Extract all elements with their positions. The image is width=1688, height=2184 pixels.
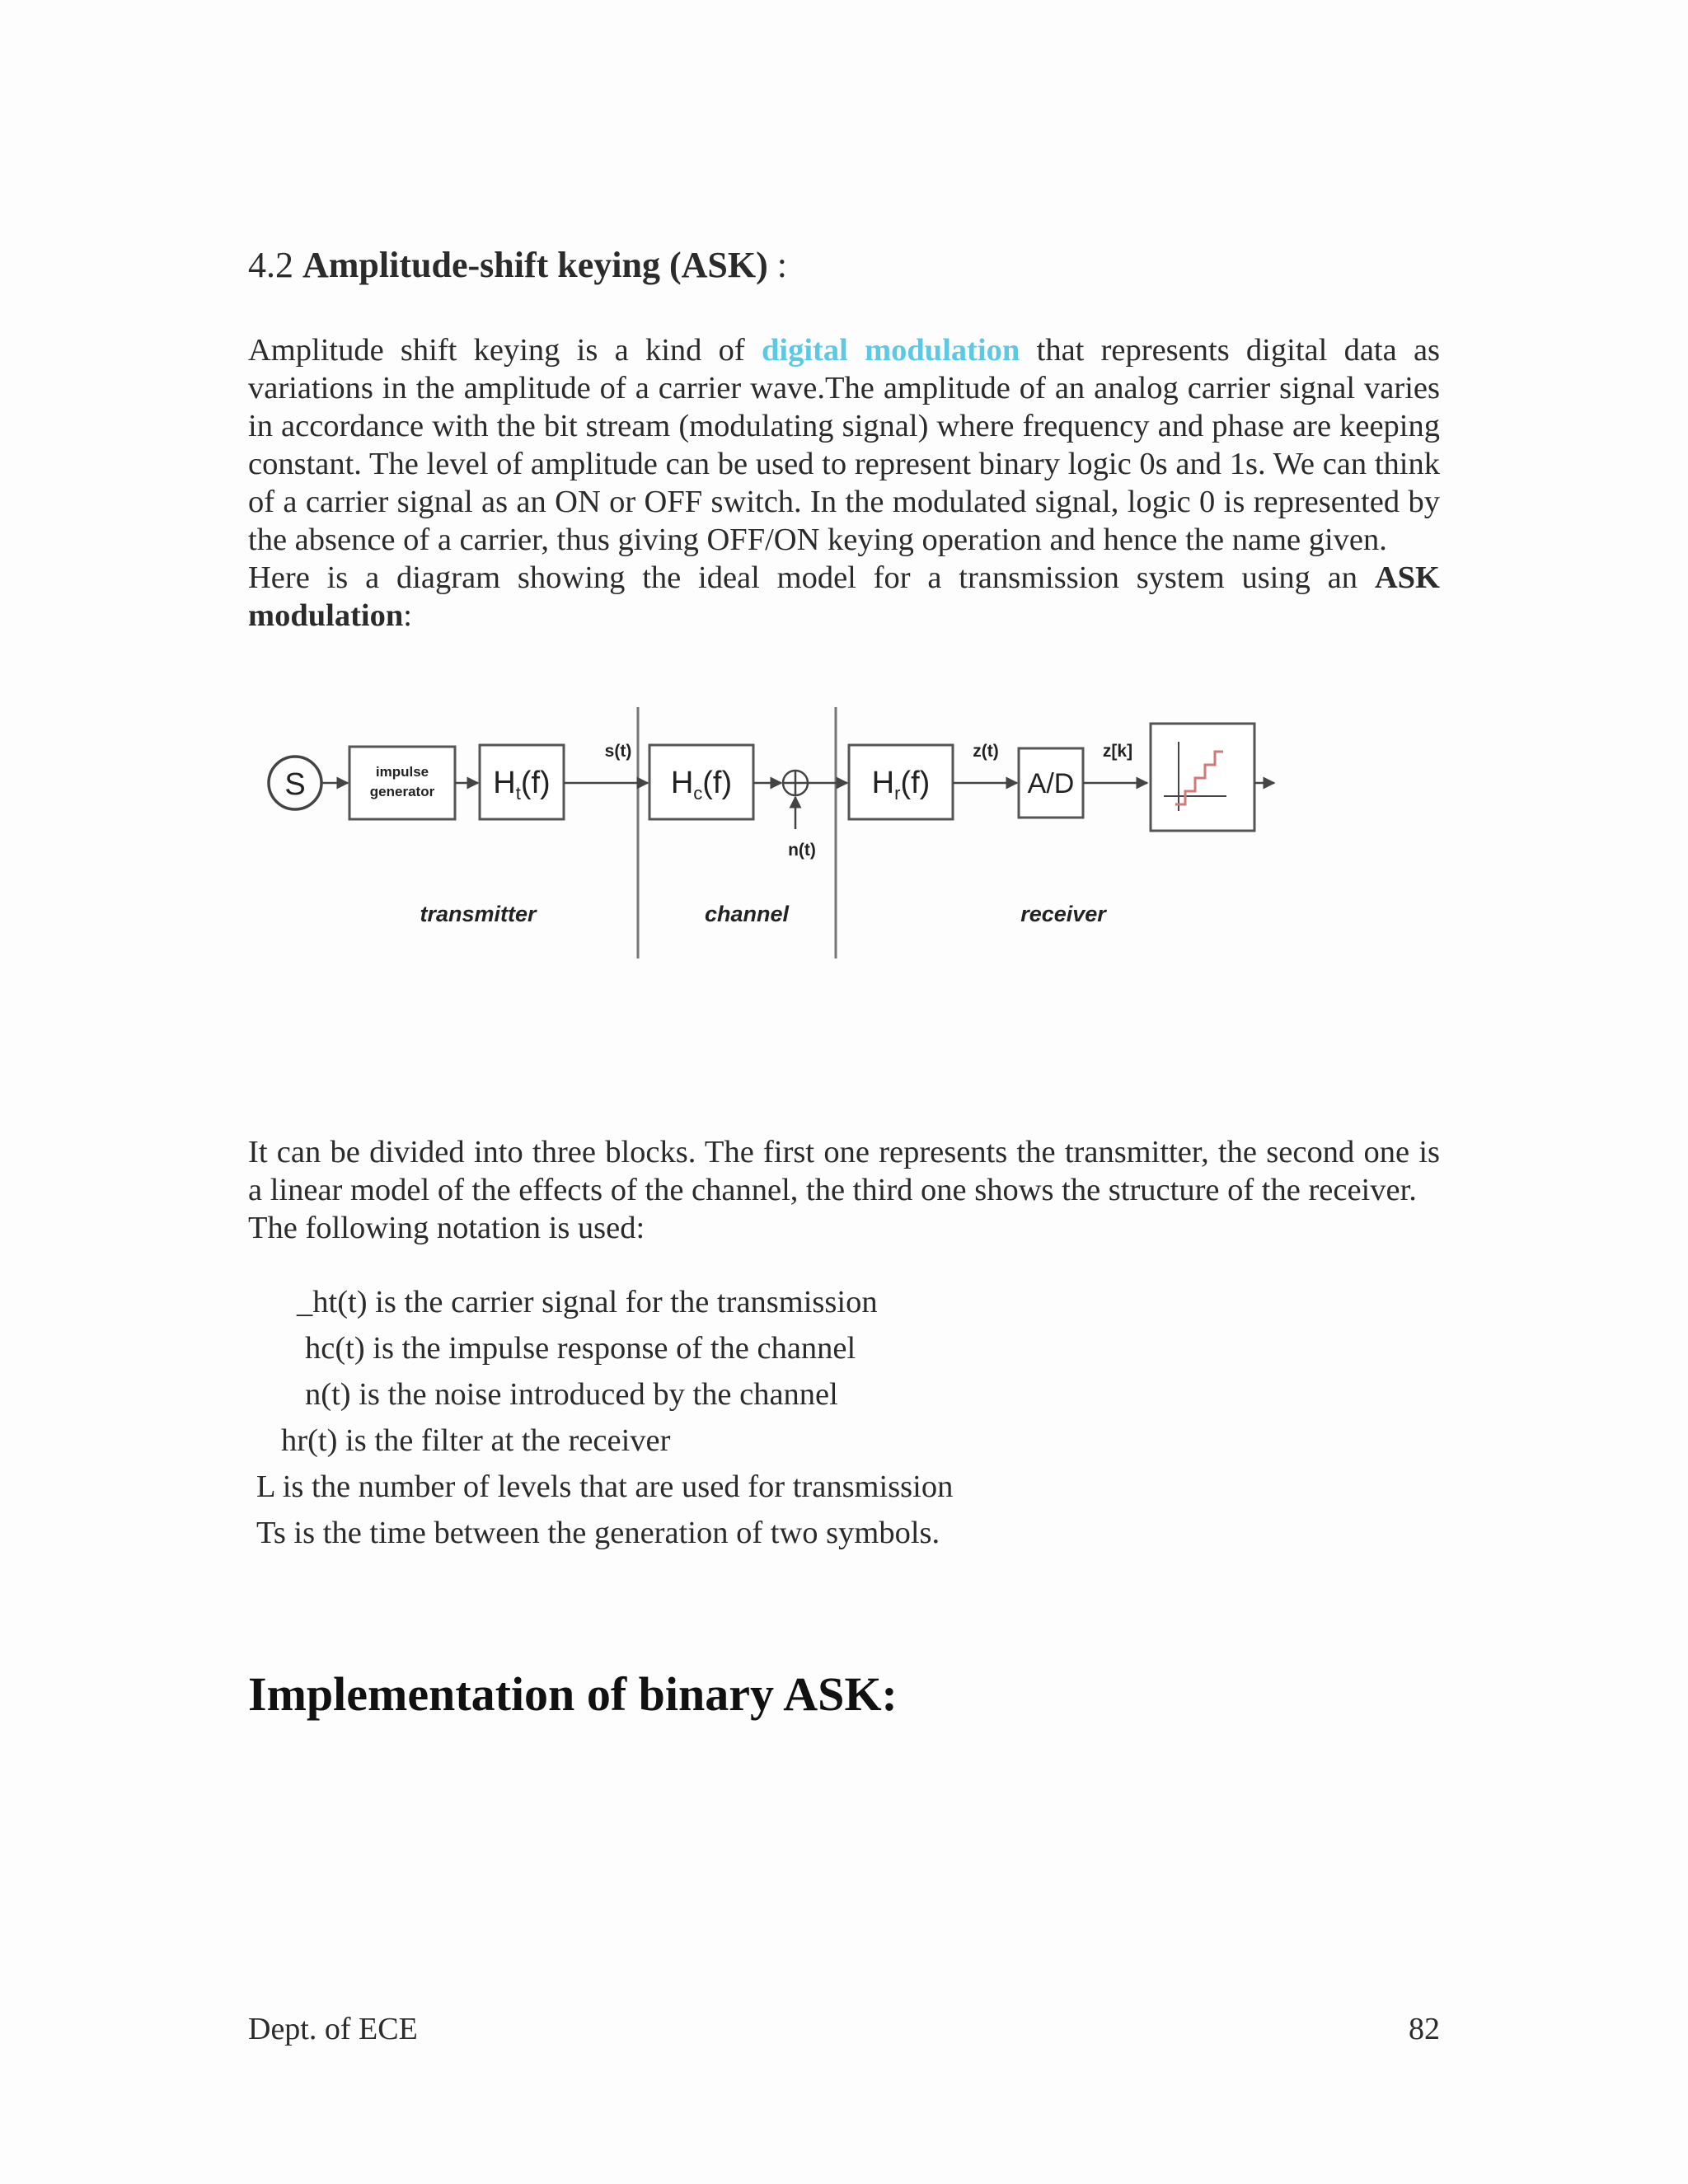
hr-sub: r [894,783,901,804]
section-title [248,241,787,290]
intro-paragraph [248,331,1440,635]
transmitter-label: transmitter [420,902,537,926]
blocks-paragraph-text: It can be divided into three blocks. The first one represents the transmitter, the second one is a linear model of the effects of the channel, the third one shows the structure of the receiver. [248,1135,1440,1207]
notation-intro: The following notation is used: [248,1211,645,1245]
notation-item-ts: Ts is the time between the generation of two symbols. [256,1516,940,1550]
channel-label: channel [704,902,790,926]
zt-signal-label: z(t) [973,742,999,761]
ask-modulation-bold: ASK modulation [248,560,1440,633]
ad-converter-label: A/D [1027,768,1075,799]
ask-transmission-diagram [247,699,1319,971]
receiver-label: receiver [1020,902,1106,926]
ht-h: H [493,766,516,800]
ht-f: (f) [520,766,551,800]
section-title-colon: : [776,245,787,285]
hc-h: H [670,766,694,800]
diagram-intro-text: Here is a diagram showing the ideal model for a transmission system using an [248,560,1358,595]
intro-text-before-link: Amplitude shift keying is a kind of [248,333,745,368]
notation-item-ht: _ht(t) is the carrier signal for the transmission [297,1285,878,1319]
footer-page-number: 82 [1409,2012,1440,2046]
implementation-heading: Implementation of binary ASK: [248,1667,898,1721]
hr-f: (f) [900,766,931,800]
hc-channel-block [649,745,753,819]
section-number: 4.2 [248,245,293,285]
footer-department: Dept. of ECE [248,2012,418,2046]
hr-h: H [871,766,895,800]
impulse-generator-block [349,747,455,819]
st-signal-label: s(t) [604,742,632,761]
intro-text-after-link: that represents digital data as variations in the amplitude of a carrier wave.The amplitude of an analog carrier signal varies in accordance with the bit stream (modulating signal) where frequency and phase are keeping constant. The level of amplitude can be used to represent binary logic 0s and 1s. We can think of a carrier signal as an ON or OFF switch. In the modulated signal, logic 0 is represented by the absence of a carrier, thus giving OFF/ON keying operation and hence the name given. [248,333,1441,557]
blocks-paragraph [248,1133,1440,1247]
hc-f: (f) [702,766,733,800]
ht-sub: t [515,783,521,804]
diagram-intro-colon: : [403,598,412,633]
zk-signal-label: z[k] [1102,742,1133,761]
impulse-generator-label-line1: impulse [375,764,429,780]
section-title-text: Amplitude-shift keying (ASK) [302,245,768,285]
ht-filter-label [493,766,550,804]
source-label: S [284,767,306,802]
notation-item-l: L is the number of levels that are used for transmission [256,1469,954,1504]
hr-filter-label [872,766,931,804]
notation-item-hc: hc(t) is the impulse response of the channel [305,1331,856,1366]
notation-item-nt: n(t) is the noise introduced by the channel [305,1377,838,1412]
notation-item-hr: hr(t) is the filter at the receiver [281,1423,671,1458]
digital-modulation-link[interactable]: digital modulation [762,333,1020,368]
hc-sub: c [693,783,703,804]
impulse-generator-label-line2: generator [369,784,435,799]
nt-noise-label: n(t) [788,841,816,860]
